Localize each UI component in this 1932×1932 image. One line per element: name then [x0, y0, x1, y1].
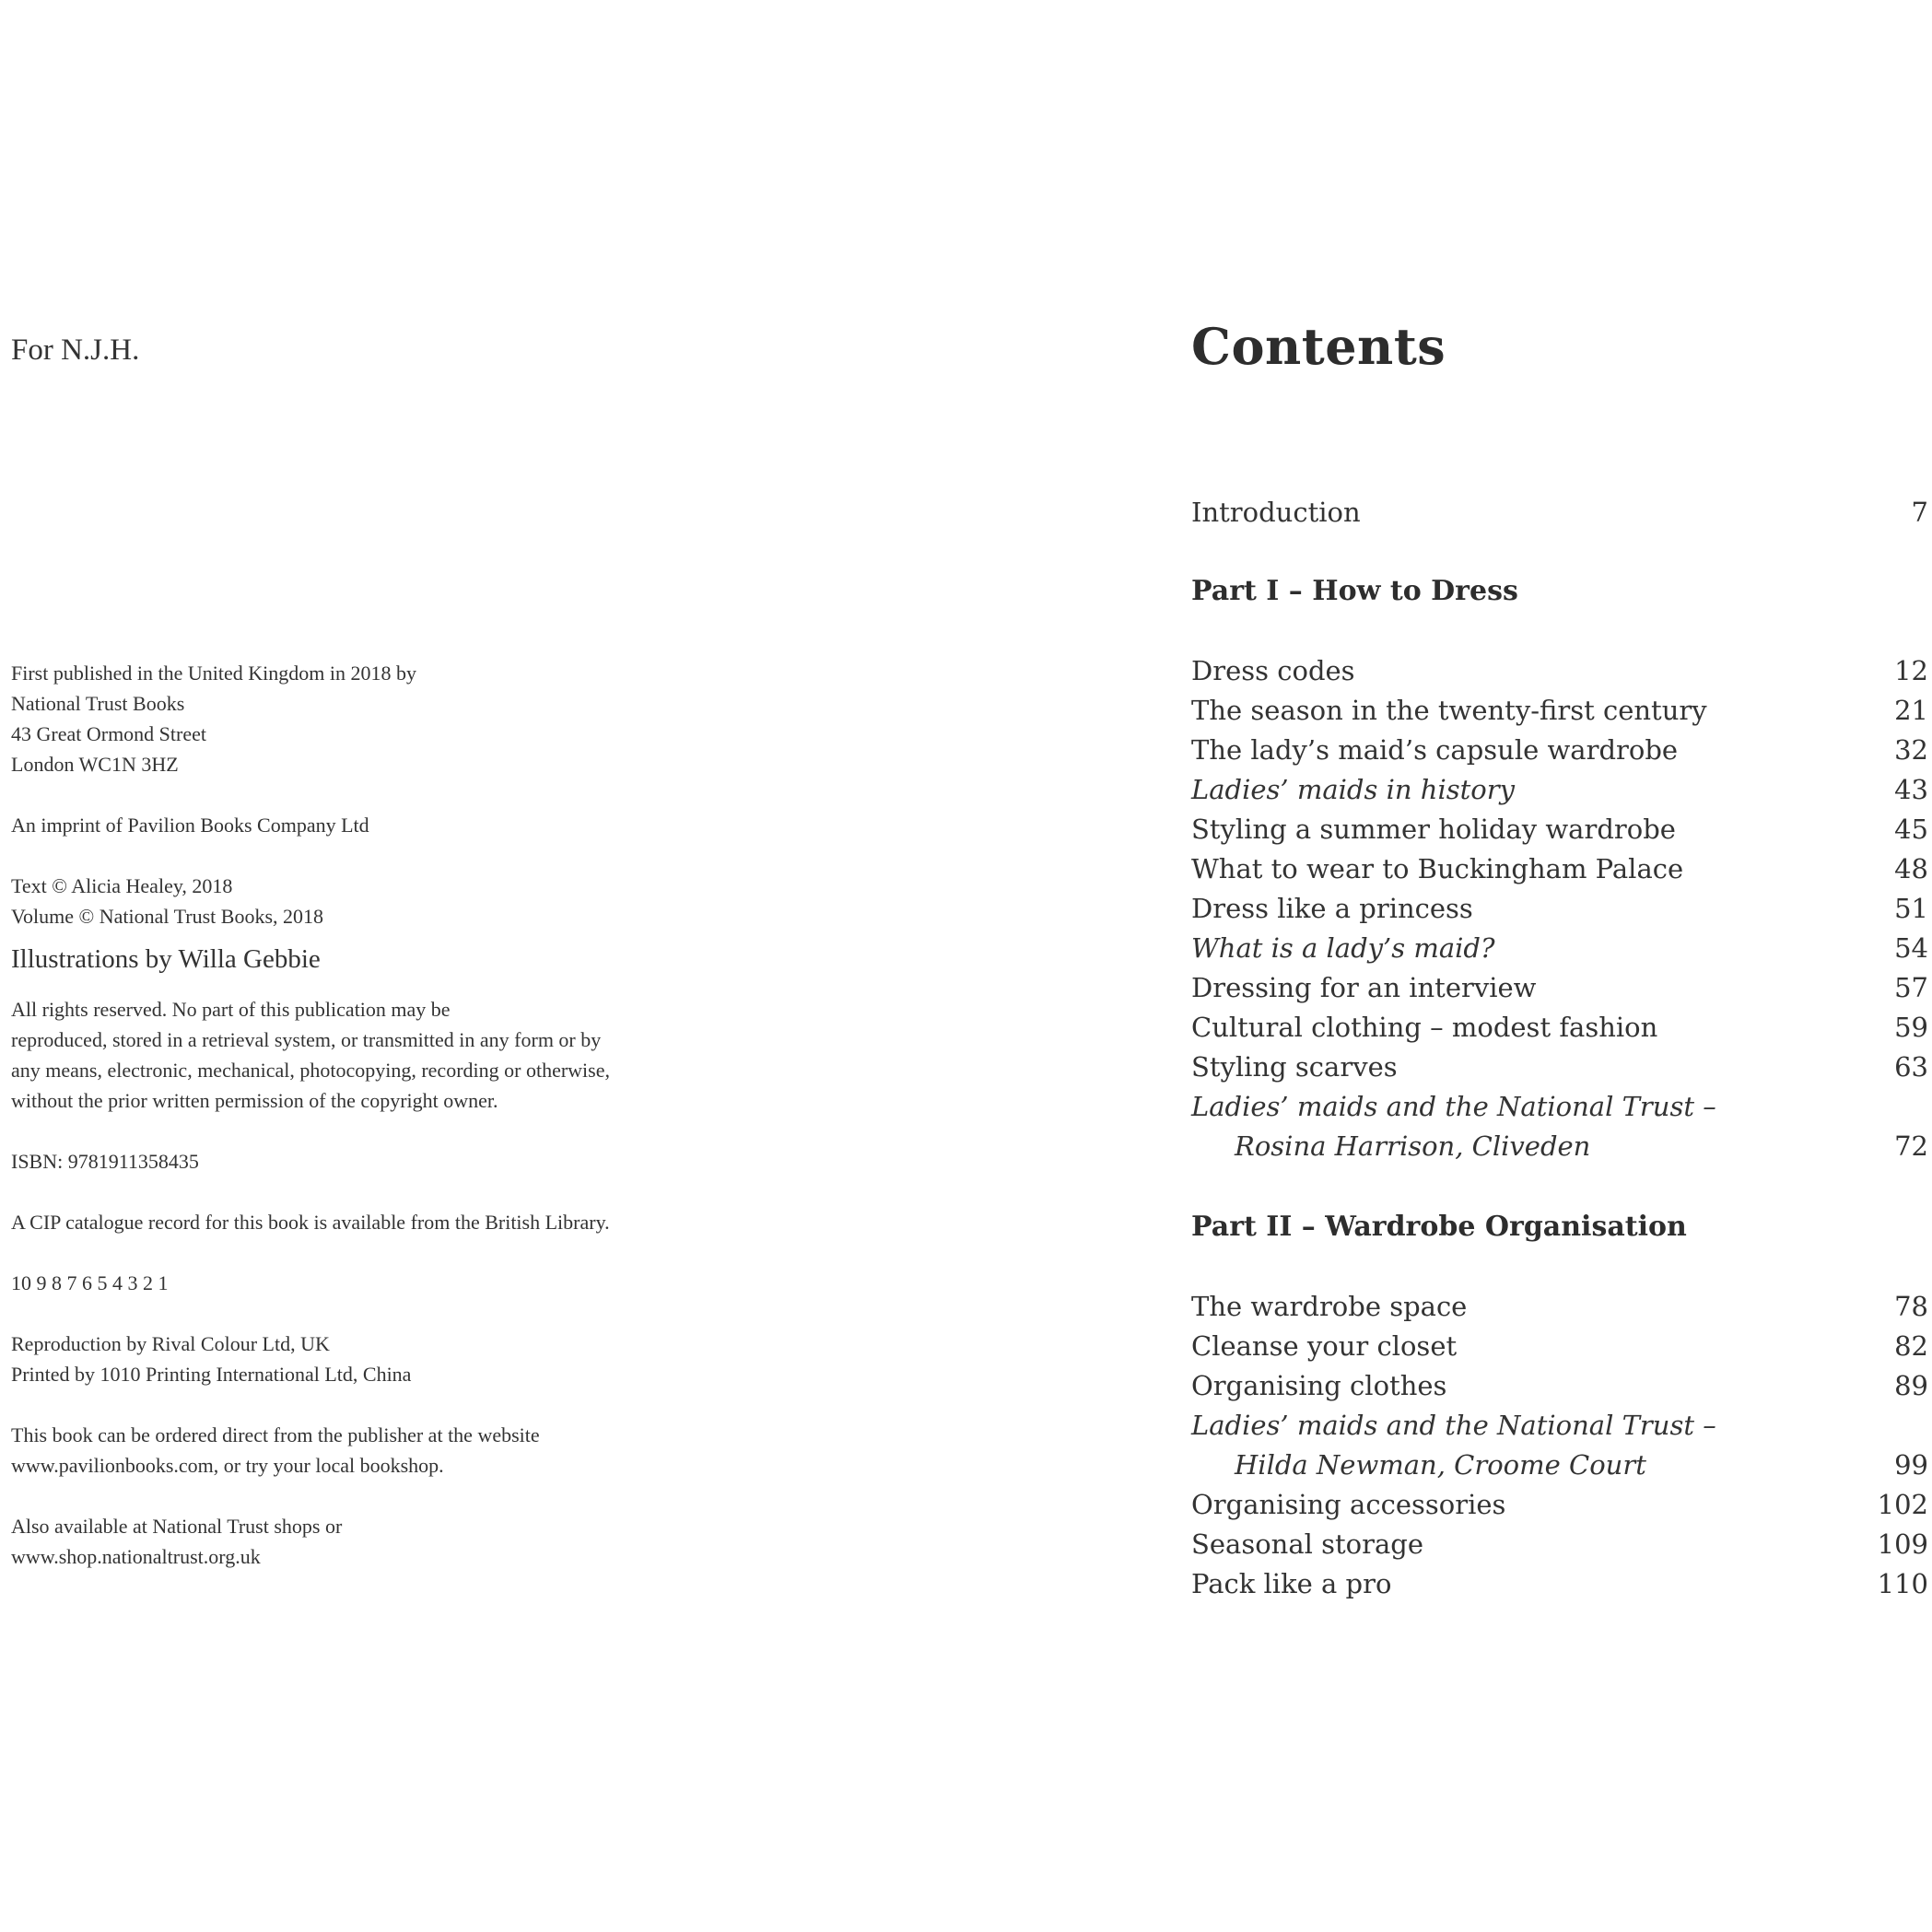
toc-page-number: 43	[1894, 774, 1928, 805]
copyright-info	[11, 871, 822, 931]
toc-page-number: 63	[1894, 1051, 1928, 1083]
print-line	[11, 1268, 822, 1298]
rights-line: any means, electronic, mechanical, photocopying, recording or otherwise,	[11, 1059, 610, 1082]
availability-info	[11, 1511, 822, 1572]
part-1-heading: Part I – How to Dress	[1191, 575, 1518, 607]
toc-entry	[1191, 1087, 1928, 1127]
toc-entry	[1191, 929, 1928, 968]
publication-line: 43 Great Ormond Street	[11, 722, 206, 745]
toc-page-number: 110	[1877, 1568, 1928, 1599]
ordering-info	[11, 1420, 822, 1481]
toc-page-number: 57	[1894, 972, 1928, 1003]
rights-notice	[11, 994, 822, 1116]
toc-entry	[1191, 1287, 1928, 1327]
toc-page-number: 89	[1894, 1370, 1928, 1401]
toc-page-number: 48	[1894, 853, 1928, 884]
toc-page-number: 102	[1877, 1489, 1928, 1520]
toc-entry-title: What is a lady’s maid?	[1191, 932, 1495, 964]
ordering-line: www.pavilionbooks.com, or try your local bookshop.	[11, 1454, 444, 1477]
toc-entry-title: The lady’s maid’s capsule wardrobe	[1191, 734, 1679, 766]
toc-entry-title: Styling a summer holiday wardrobe	[1191, 814, 1676, 845]
publication-line: First published in the United Kingdom in 2018 by	[11, 662, 416, 685]
production-line: Printed by 1010 Printing International Ltd, China	[11, 1363, 412, 1386]
toc-entry-title: Ladies’ maids and the National Trust –	[1191, 1410, 1716, 1441]
cip-text: A CIP catalogue record for this book is available from the British Library.	[11, 1211, 610, 1234]
illustrations-credit: Illustrations by Willa Gebbie	[11, 944, 321, 974]
toc-page-number: 45	[1894, 814, 1928, 845]
toc-page-number: 72	[1894, 1130, 1928, 1162]
toc-entry-title: Rosina Harrison, Cliveden	[1235, 1130, 1591, 1162]
cip-notice	[11, 1207, 822, 1237]
production-info	[11, 1329, 822, 1389]
toc-entry-title: Cleanse your closet	[1191, 1330, 1458, 1362]
toc-entry	[1191, 849, 1928, 889]
dedication: For N.J.H.	[11, 334, 140, 367]
toc-page-number: 78	[1894, 1291, 1928, 1322]
toc-entry	[1191, 1366, 1928, 1406]
availability-line: www.shop.nationaltrust.org.uk	[11, 1545, 261, 1568]
toc-entry-title: Seasonal storage	[1191, 1528, 1423, 1560]
publication-line: London WC1N 3HZ	[11, 753, 179, 776]
contents-title: Contents	[1191, 317, 1446, 376]
toc-entry	[1191, 1127, 1928, 1166]
toc-page-number: 7	[1911, 497, 1928, 528]
toc-page-number: 82	[1894, 1330, 1928, 1362]
imprint-line	[11, 810, 822, 840]
toc-entry	[1191, 1525, 1928, 1564]
toc-entry	[1191, 1485, 1928, 1525]
production-line: Reproduction by Rival Colour Ltd, UK	[11, 1332, 330, 1355]
toc-page-number: 109	[1877, 1528, 1928, 1560]
toc-entry-title: What to wear to Buckingham Palace	[1191, 853, 1684, 884]
rights-line: reproduced, stored in a retrieval system, or transmitted in any form or by	[11, 1028, 602, 1051]
toc-entry	[1191, 731, 1928, 770]
rights-line: without the prior written permission of the copyright owner.	[11, 1089, 498, 1112]
toc-entry-title: Introduction	[1191, 497, 1361, 528]
toc-entry-title: Styling scarves	[1191, 1051, 1398, 1083]
imprint-text: An imprint of Pavilion Books Company Ltd	[11, 814, 369, 837]
toc-entry-title: The season in the twenty-first century	[1191, 695, 1707, 726]
print-line-text: 10 9 8 7 6 5 4 3 2 1	[11, 1271, 169, 1294]
toc-entry	[1191, 810, 1928, 849]
toc-entry	[1191, 889, 1928, 929]
toc-page-number: 21	[1894, 695, 1928, 726]
toc-entry	[1191, 691, 1928, 731]
left-page	[11, 0, 840, 1932]
toc-page-number: 12	[1894, 655, 1928, 686]
toc-entry	[1191, 1564, 1928, 1604]
availability-line: Also available at National Trust shops or	[11, 1515, 343, 1538]
toc-entry	[1191, 1406, 1928, 1446]
toc-page-number: 51	[1894, 893, 1928, 924]
toc-entry-title: The wardrobe space	[1191, 1291, 1468, 1322]
imprint-block	[11, 658, 822, 1602]
copyright-line: Volume © National Trust Books, 2018	[11, 905, 324, 928]
toc-entry-title: Dressing for an interview	[1191, 972, 1537, 1003]
toc-entry-title: Cultural clothing – modest fashion	[1191, 1012, 1658, 1043]
publication-info	[11, 658, 822, 779]
toc-entry-title: Pack like a pro	[1191, 1568, 1392, 1599]
toc-entry	[1191, 968, 1928, 1008]
toc-entry-title: Ladies’ maids in history	[1191, 774, 1515, 805]
toc-entry-title: Dress like a princess	[1191, 893, 1473, 924]
toc-entry-introduction	[1191, 493, 1928, 533]
toc-page-number: 59	[1894, 1012, 1928, 1043]
right-page	[1191, 0, 1928, 1932]
toc-entry	[1191, 770, 1928, 810]
toc-entry-title: Ladies’ maids and the National Trust –	[1191, 1091, 1716, 1122]
toc-entry	[1191, 1446, 1928, 1485]
toc-entry	[1191, 651, 1928, 691]
ordering-line: This book can be ordered direct from the publisher at the website	[11, 1423, 540, 1446]
toc-page-number: 54	[1894, 932, 1928, 964]
toc-entry	[1191, 1048, 1928, 1087]
toc-entry	[1191, 1327, 1928, 1366]
rights-line: All rights reserved. No part of this publication may be	[11, 998, 451, 1021]
toc-entry-title: Organising clothes	[1191, 1370, 1447, 1401]
toc-entry-title: Dress codes	[1191, 655, 1355, 686]
copyright-line: Text © Alicia Healey, 2018	[11, 874, 233, 897]
toc-entry-title: Hilda Newman, Croome Court	[1235, 1449, 1646, 1481]
toc-page-number: 32	[1894, 734, 1928, 766]
toc-entry	[1191, 1008, 1928, 1048]
isbn	[11, 1146, 822, 1177]
part-2-heading: Part II – Wardrobe Organisation	[1191, 1211, 1687, 1243]
toc-entry-title: Organising accessories	[1191, 1489, 1506, 1520]
isbn-text: ISBN: 9781911358435	[11, 1150, 199, 1173]
publication-line: National Trust Books	[11, 692, 185, 715]
toc-page-number: 99	[1894, 1449, 1928, 1481]
